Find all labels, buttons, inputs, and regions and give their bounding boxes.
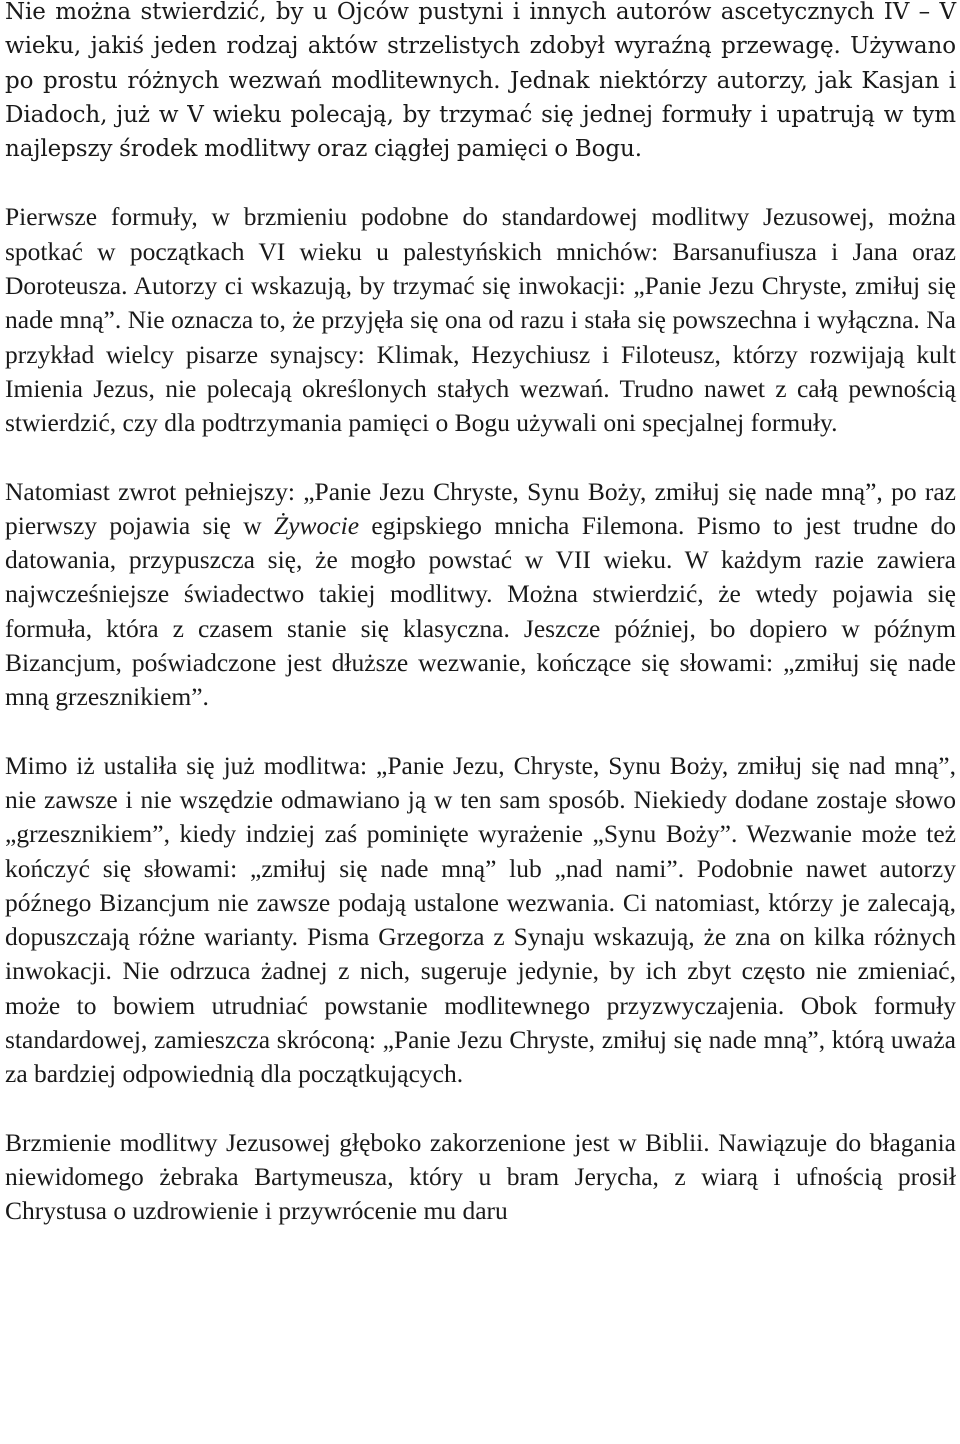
- paragraph-3-text-a: Natomiast zwrot pełniejszy: „Panie Jezu Chryste, Synu Boży, zmiłuj się nade mną”, po raz pierwszy pojawia się w: [5, 476, 956, 540]
- paragraph-1-text: Nie można stwierdzić, by u Ojców pustyni i innych autorów ascetycznych IV – V wieku, jakiś jeden rodzaj aktów strzelistych zdobył wyraźną przewagę. Używano po prostu różnych wezwań modlitewnych. Jednak niektórzy autorzy, jak Kasjan i Diadoch, już w V wieku polecają, by trzymać się jednej formuły i upatrują w tym najlepszy środek modlitwy oraz ciągłej pamięci o Bogu.: [5, 0, 956, 163]
- paragraph-3-italic-title: Żywocie: [274, 510, 360, 540]
- paragraph-3: [5, 475, 956, 715]
- paragraph-2-text: Pierwsze formuły, w brzmieniu podobne do standardowej modlitwy Jezusowej, można spotkać w początkach VI wieku u palestyńskich mnichów: Barsanufiusza i Jana oraz Doroteusza. Autorzy ci wskazują, by trzymać się inwokacji: „Panie Jezu Chryste, zmiłuj się nade mną”. Nie oznacza to, że przyjęła się ona od razu i stała się powszechna i wyłączna. Na przykład wielcy pisarze synajscy: Klimak, Hezychiusz i Filoteusz, którzy rozwijają kult Imienia Jezus, nie polecają określonych stałych wezwań. Trudno nawet z całą pewnością stwierdzić, czy dla podtrzymania pamięci o Bogu używali oni specjalnej formuły.: [5, 202, 956, 438]
- paragraph-5-text: Brzmienie modlitwy Jezusowej głęboko zakorzenione jest w Biblii. Nawiązuje do błagania niewidomego żebraka Bartymeusza, który u bram Jerycha, z wiarą i ufnością prosił Chrystusa o uzdrowienie i przywrócenie mu daru: [5, 1127, 956, 1226]
- paragraph-4-text: Mimo iż ustaliła się już modlitwa: „Panie Jezu, Chryste, Synu Boży, zmiłuj się nad mną”, nie zawsze i nie wszędzie odmawiano ją w ten sam sposób. Niekiedy dodane zostaje słowo „grzesznikiem”, kiedy indziej zaś pominięte wyrażenie „Synu Boży”. Wezwanie może też kończyć się słowami: „zmiłuj się nade mną” lub „nad nami”. Podobnie nawet autorzy późnego Bizancjum nie zawsze podają ustalone wezwania. Ci natomiast, którzy je zalecają, dopuszczają różne warianty. Pisma Grzegorza z Synaju wskazują, że zna on kilka różnych inwokacji. Nie odrzuca żadnej z nich, sugeruje jedynie, by ich zbyt często nie zmieniać, może to bowiem utrudniać powstanie modlitewnego przyzwyczajenia. Obok formuły standardowej, zamieszcza skróconą: „Panie Jezu Chryste, zmiłuj się nade mną”, którą uważa za bardziej odpowiednią dla początkujących.: [5, 750, 956, 1089]
- paragraph-3-text-b: egipskiego mnicha Filemona. Pismo to jest trudne do datowania, przypuszcza się, że mogło powstać w VII wieku. W każdym razie zawiera najwcześniejsze świadectwo takiej modlitwy. Można stwierdzić, że wtedy pojawia się formuła, która z czasem stanie się klasyczna. Jeszcze później, bo dopiero w późnym Bizancjum, poświadczone jest dłuższe wezwanie, kończące się słowami: „zmiłuj się nade mną grzesznikiem”.: [5, 510, 956, 712]
- paragraph-1: [5, 0, 956, 166]
- paragraph-5: [5, 1126, 956, 1229]
- paragraph-4: [5, 749, 956, 1092]
- paragraph-2: [5, 200, 956, 440]
